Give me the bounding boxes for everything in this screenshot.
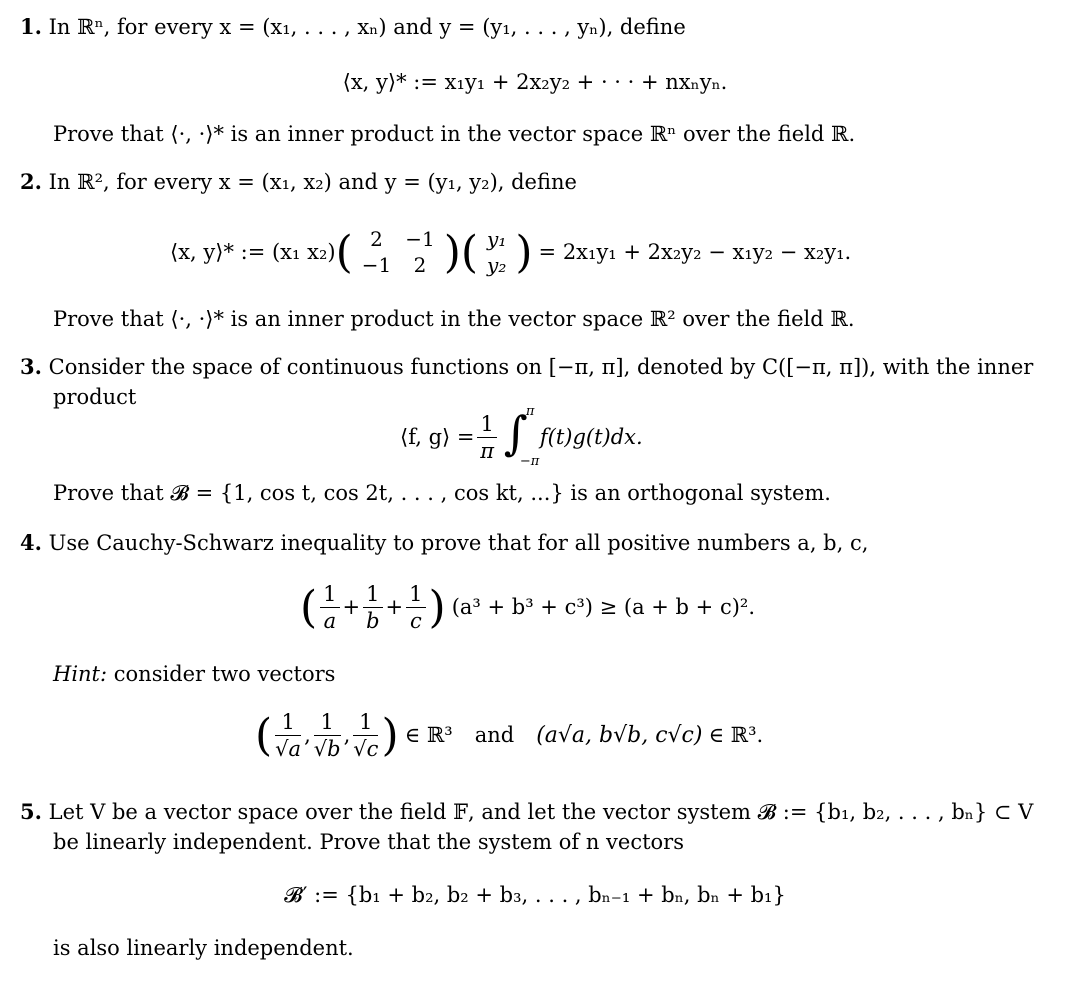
problem-3-prove: Prove that 𝓑 = {1, cos t, cos 2t, . . . , cos kt, ...} is an orthogonal system. [53,481,831,505]
fraction-numerator: 1 [320,581,339,608]
fraction [406,581,425,634]
matrix-cell: 2 [370,227,383,251]
problem-1-formula [0,70,1070,94]
membership: ∈ ℝ³. [708,723,764,747]
left-paren: ( [335,226,353,278]
problem-5-formula [0,883,1070,908]
integral-sign: ∫ [503,406,528,460]
problem-1-prove: Prove that ⟨·, ·⟩* is an inner product in the vector space ℝⁿ over the field ℝ. [53,122,856,146]
fraction-denominator: √c [353,736,379,761]
hint-label: Hint: [53,662,108,686]
problem-statement: In ℝⁿ, for every x = (x₁, . . . , xₙ) and y = (y₁, . . . , yₙ), define [48,15,686,39]
formula: 𝓑′ := {b₁ + b₂, b₂ + b₃, . . . , bₙ₋₁ + bₙ, bₙ + b₁} [284,883,786,907]
problem-1-header [20,14,686,40]
vector-cell: y₂ [487,253,507,277]
formula-lhs: ⟨f, g⟩ = [400,425,475,449]
fraction-denominator: √a [275,736,302,761]
vector-2: (a√a, b√b, c√c) [536,722,703,748]
problem-number: 5. [20,799,42,824]
matrix [355,226,442,278]
problem-number: 4. [20,530,42,555]
hint-text: consider two vectors [113,662,336,686]
right-paren: ) [381,709,399,761]
problem-4-formula [300,575,755,639]
problem-number: 1. [20,14,42,39]
integrand: f(t)g(t)dx. [539,425,643,449]
left-paren: ( [255,709,273,761]
vector-cell: y₁ [487,227,507,251]
problem-number: 3. [20,354,42,379]
fraction [477,411,496,464]
comma: , [343,723,351,747]
formula-rhs: = 2x₁y₁ + 2x₂y₂ − x₁y₂ − x₂y₁. [538,240,852,264]
vector [480,226,513,278]
plus-sign: + [385,595,404,619]
fraction [314,709,341,762]
problem-3-statement-cont: product [53,385,137,409]
formula: ⟨x, y⟩* := x₁y₁ + 2x₂y₂ + · · · + nxₙyₙ. [342,70,728,94]
problem-statement: In ℝ², for every x = (x₁, x₂) and y = (y₁, y₂), define [48,170,577,194]
formula-lhs: ⟨x, y⟩* := (x₁ x₂) [170,240,336,264]
problem-number: 2. [20,169,42,194]
right-paren: ) [428,581,446,633]
fraction-numerator: 1 [314,709,341,736]
right-paren: ) [515,226,533,278]
formula-rhs: (a³ + b³ + c³) ≥ (a + b + c)². [451,595,755,619]
problem-3-header [20,354,1033,380]
left-paren: ( [460,226,479,278]
plus-sign: + [342,595,361,619]
conjunction: and [474,723,515,747]
integral-lower-limit: −π [519,454,540,469]
problem-statement: Let V be a vector space over the field 𝔽, and let the vector system 𝓑 := {b₁, b₂, . . . , bₙ} ⊂ V [48,800,1034,824]
fraction-numerator: 1 [353,709,378,736]
problem-5-statement-cont: be linearly independent. Prove that the system of n vectors [53,830,684,854]
fraction-denominator: π [480,438,495,463]
fraction-denominator: b [366,608,380,633]
left-paren: ( [300,581,318,633]
membership: ∈ ℝ³ [404,723,453,747]
fraction-denominator: a [323,608,337,633]
integral-upper-limit: π [525,404,535,419]
problem-5-header [20,799,1033,825]
fraction [353,709,378,762]
problem-2-header [20,169,577,195]
fraction-numerator: 1 [275,709,301,736]
fraction-numerator: 1 [406,581,425,608]
problem-4-header [20,530,868,556]
problem-statement: Consider the space of continuous functions on [−π, π], denoted by C([−π, π]), with the inner [48,355,1034,379]
right-paren: ) [443,226,461,278]
fraction-numerator: 1 [477,411,496,438]
fraction [275,709,301,762]
fraction-denominator: √b [313,736,341,761]
integral [500,404,540,470]
fraction-numerator: 1 [363,581,382,608]
problem-2-formula [170,220,851,284]
problem-3-formula [400,404,643,470]
matrix-cell: −1 [361,253,392,277]
fraction [320,581,339,634]
problem-2-prove: Prove that ⟨·, ·⟩* is an inner product in the vector space ℝ² over the field ℝ. [53,307,855,331]
problem-4-hint-vectors [255,702,763,768]
fraction-denominator: c [409,608,422,633]
problem-4-hint [53,661,335,687]
matrix-cell: 2 [413,253,427,277]
problem-5-conclusion: is also linearly independent. [53,936,354,960]
matrix-cell: −1 [405,227,435,251]
fraction [363,581,382,634]
comma: , [304,723,311,747]
problem-statement: Use Cauchy-Schwarz inequality to prove that for all positive numbers a, b, c, [48,531,869,555]
